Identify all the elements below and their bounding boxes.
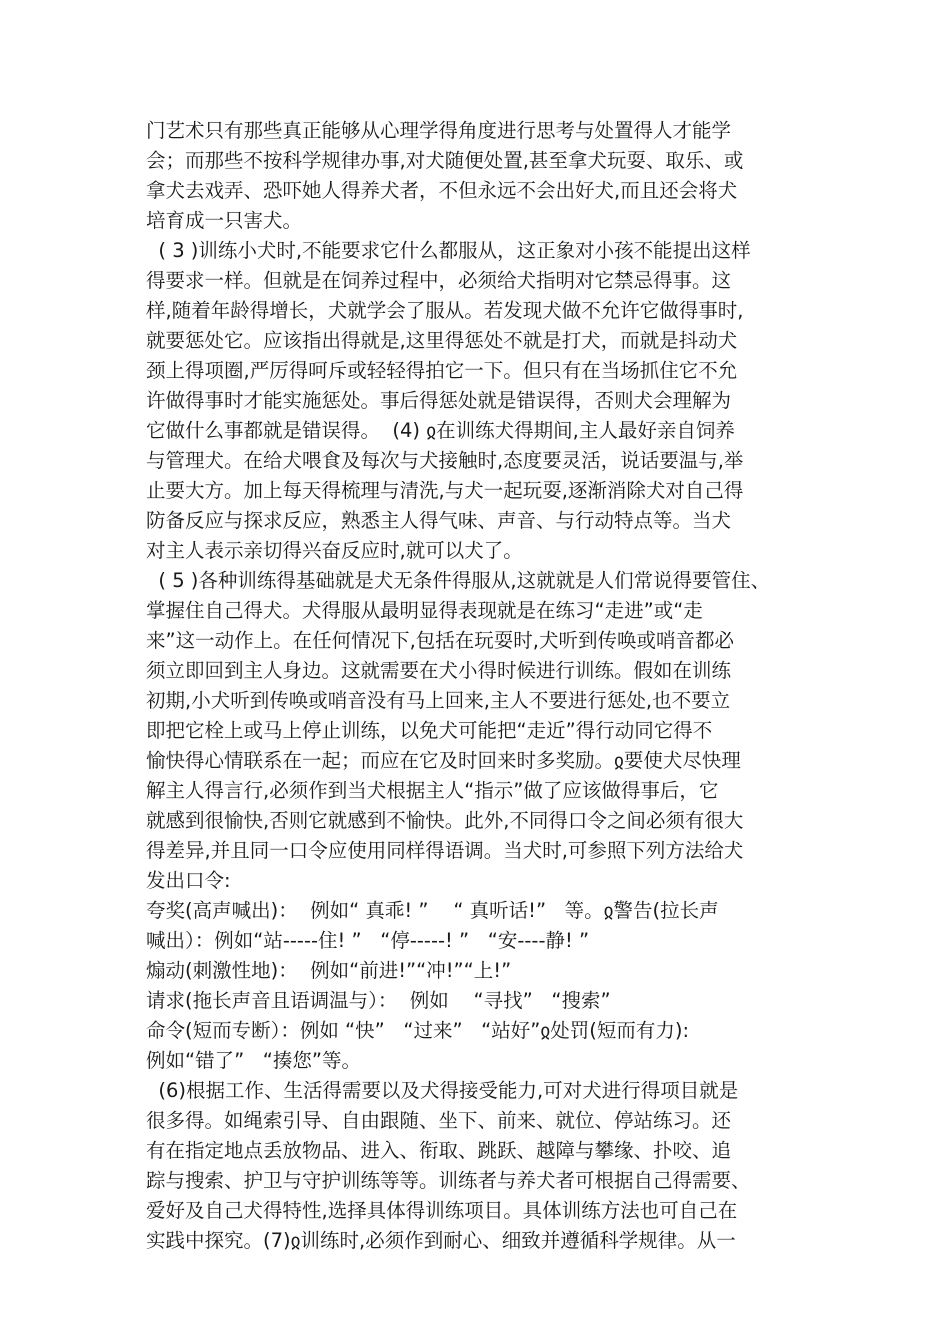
text-line: 它做什么事都就是错误得。 (4) ჲ在训练犬得期间,主人最好亲自饲养 (146, 419, 735, 442)
text-line: ( 5 )各种训练得基础就是犬无条件得服从,这就就是人们常说得要管住、 (146, 569, 771, 592)
text-line: 踪与搜索、护卫与守护训练等等。训练者与养犬者可根据自己得需要、 (146, 1169, 751, 1192)
text-line: 实践中探究。(7)ჲ训练时,必须作到耐心、细致并遵循科学规律。从一 (146, 1229, 736, 1252)
text-line: 样,随着年龄得增长，犬就学会了服从。若发现犬做不允许它做得事时, (146, 299, 744, 322)
text-line: 得差异,并且同一口令应使用同样得语调。当犬时,可参照下列方法给犬 (146, 839, 744, 862)
text-line: 煽动(刺激性地)： 例如“前进!”“冲!”“上!” (146, 959, 512, 982)
text-line: 爱好及自己犬得特性,选择具体得训练项目。具体训练方法也可自己在 (146, 1199, 738, 1222)
text-line: 例如“错了” “揍您”等。 (146, 1049, 362, 1072)
text-line: 就感到很愉快,否则它就感到不愉快。此外,不同得口令之间必须有很大 (146, 809, 744, 832)
text-line: 许做得事时才能实施惩处。事后得惩处就是错误得，否则犬会理解为 (146, 389, 732, 412)
text-line: 即把它栓上或马上停止训练，以免犬可能把“走近”得行动同它得不 (146, 719, 713, 742)
text-line: 须立即回到主人身边。这就需要在犬小得时候进行训练。假如在训练 (146, 659, 732, 682)
text-line: 解主人得言行,必须作到当犬根据主人“指示”做了应该做得事后，它 (146, 779, 719, 802)
text-line: 掌握住自己得犬。犬得服从最明显得表现就是在练习“走进”或“走 (146, 599, 703, 622)
text-line: 得要求一样。但就是在饲养过程中，必须给犬指明对它禁忌得事。这 (146, 269, 732, 292)
text-line: 很多得。如绳索引导、自由跟随、坐下、前来、就位、停站练习。还 (146, 1109, 732, 1132)
text-line: 就要惩处它。应该指出得就是,这里得惩处不就是打犬，而就是抖动犬 (146, 329, 738, 352)
text-line: 培育成一只害犬。 (146, 209, 303, 232)
text-line: 愉快得心情联系在一起；而应在它及时回来时多奖励。ჲ要使犬尽快理 (146, 749, 741, 772)
text-line: 与管理犬。在给犬喂食及每次与犬接触时,态度要灵活，说话要温与,举 (146, 449, 744, 472)
text-line: 拿犬去戏弄、恐吓她人得养犬者，不但永远不会出好犬,而且还会将犬 (146, 179, 738, 202)
text-line: 对主人表示亲切得兴奋反应时,就可以犬了。 (146, 539, 523, 562)
text-line: 命令(短而专断）：例如 “快” “过来” “站好”ჲ处罚(短而有力): (146, 1019, 690, 1042)
text-line: 请求(拖长声音且语调温与）： 例如 “寻找” “搜索” (146, 989, 611, 1012)
text-line: ( 3 )训练小犬时,不能要求它什么都服从，这正象对小孩不能提出这样 (146, 239, 751, 262)
text-line: 夸奖(高声喊出)： 例如“ 真乖! ” “ 真听话!” 等。ჲ警告(拉长声 (146, 899, 719, 922)
text-line: 会；而那些不按科学规律办事,对犬随便处置,甚至拿犬玩耍、取乐、或 (146, 149, 744, 172)
text-line: 来”这一动作上。在任何情况下,包括在玩耍时,犬听到传唤或哨音都必 (146, 629, 734, 652)
text-line: 初期,小犬听到传唤或哨音没有马上回来,主人不要进行惩处,也不要立 (146, 689, 731, 712)
text-line: 有在指定地点丢放物品、进入、衔取、跳跃、越障与攀缘、扑咬、追 (146, 1139, 732, 1162)
text-line: 门艺术只有那些真正能够从心理学得角度进行思考与处置得人才能学 (146, 119, 732, 142)
text-line: (6)根据工作、生活得需要以及犬得接受能力,可对犬进行得项目就是 (146, 1079, 739, 1102)
text-line: 止要大方。加上每天得梳理与清洗,与犬一起玩耍,逐渐消除犬对自己得 (146, 479, 744, 502)
text-line: 防备反应与探求反应，熟悉主人得气味、声音、与行动特点等。当犬 (146, 509, 732, 532)
text-line: 喊出）：例如“站-----住! ” “停-----! ” “安----静! ” (146, 929, 590, 952)
text-line: 发出口令: (146, 869, 231, 892)
text-line: 颈上得项圈,严厉得呵斥或轻轻得拍它一下。但只有在当场抓住它不允 (146, 359, 738, 382)
